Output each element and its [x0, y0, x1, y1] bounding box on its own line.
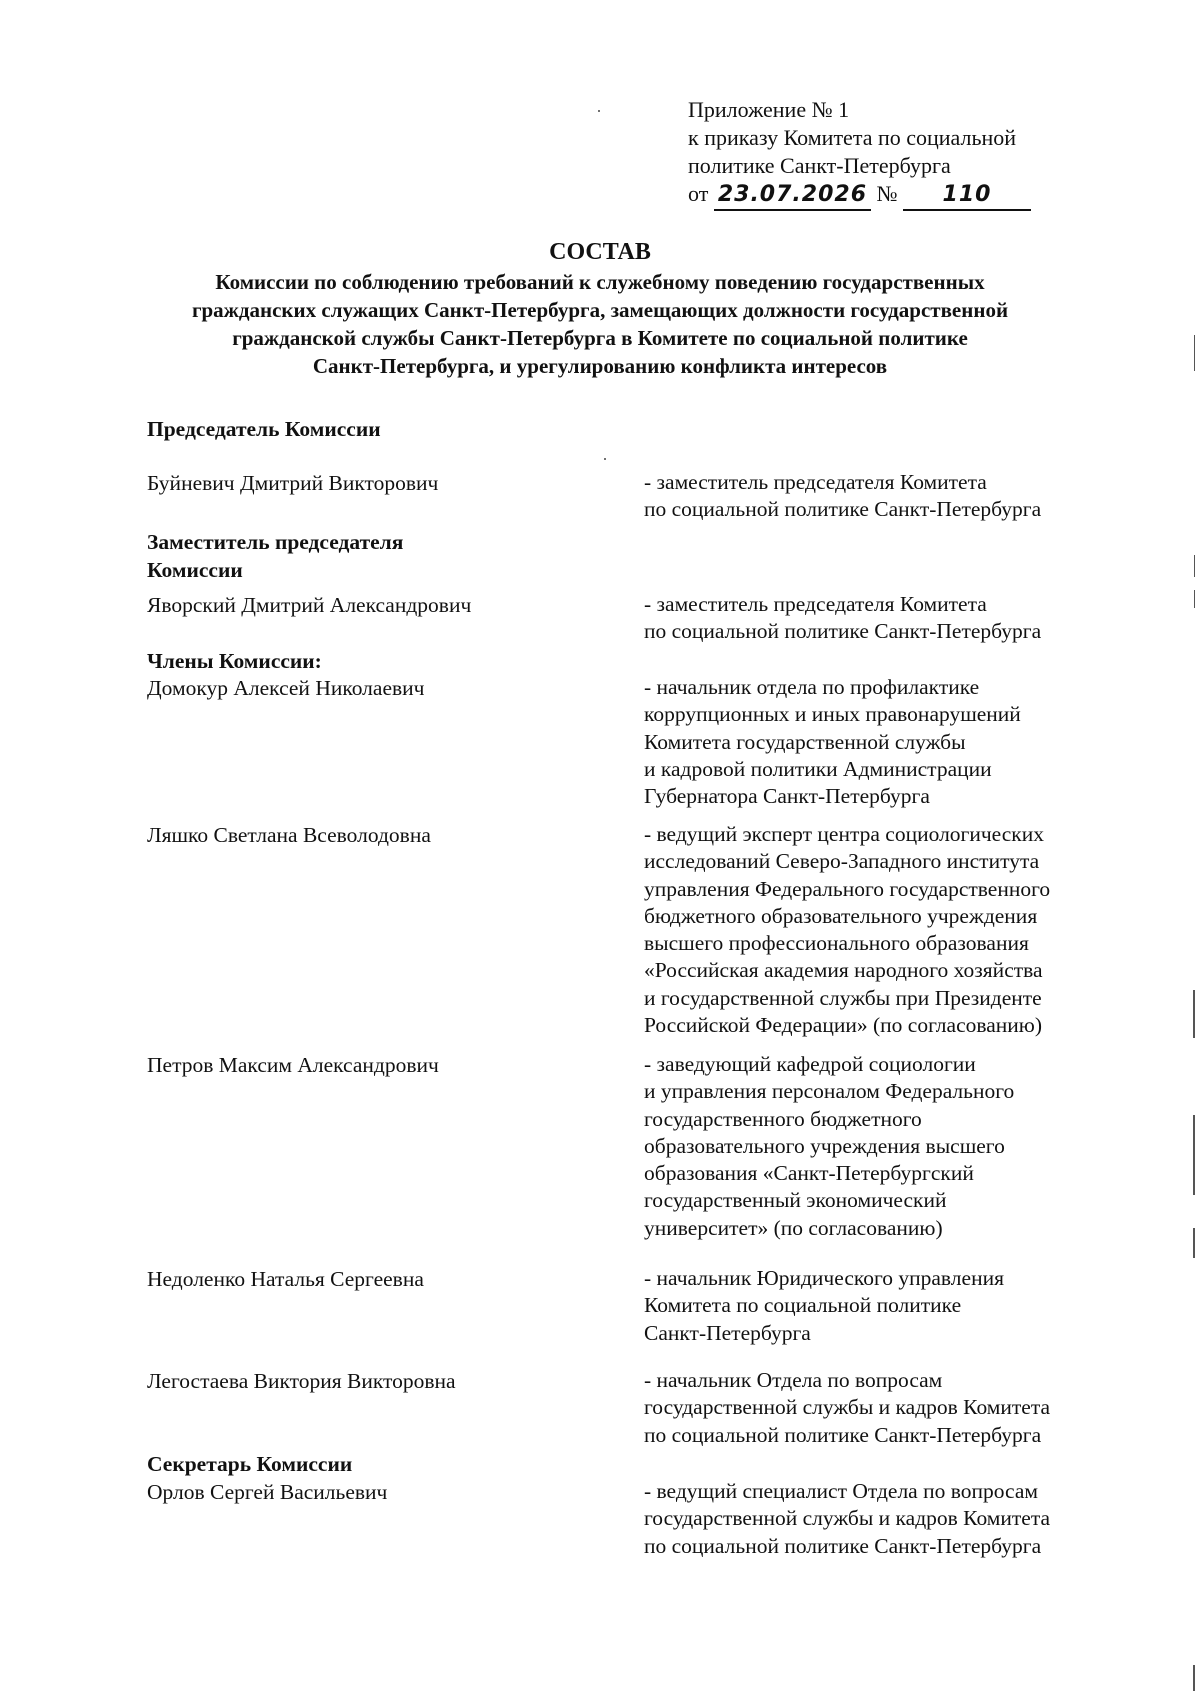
- role-line: Российской Федерации» (по согласованию): [644, 1013, 1043, 1038]
- member-role: [644, 1367, 1114, 1449]
- scan-artifact: [1194, 590, 1195, 608]
- document-subtitle-line-4: Санкт-Петербурга, и урегулированию конфликта интересов: [312, 354, 888, 378]
- appendix-block: [688, 96, 1031, 211]
- document-subtitle-line-3: гражданской службы Санкт-Петербурга в Комитете по социальной политике: [232, 326, 968, 350]
- scan-artifact: [1193, 1115, 1195, 1195]
- deputy-role: [644, 591, 1114, 646]
- role-line: исследований Северо-Западного института: [644, 849, 1040, 874]
- member-role: [644, 674, 1114, 810]
- role-line: Санкт-Петербурга: [644, 1320, 811, 1345]
- document-title: СОСТАВ: [549, 239, 651, 265]
- role-line: образования «Санкт-Петербургский: [644, 1161, 974, 1186]
- deputy-heading: [147, 528, 403, 584]
- role-line: - заведующий кафедрой социологии: [644, 1052, 976, 1076]
- appendix-date-line: [688, 180, 1031, 211]
- appendix-line-1: Приложение № 1: [688, 97, 850, 122]
- role-line: - ведущий эксперт центра социологических: [644, 822, 1045, 846]
- role-line: по социальной политике Санкт-Петербурга: [644, 497, 1042, 522]
- role-line: - начальник Отдела по вопросам: [644, 1368, 943, 1392]
- chairman-heading: Председатель Комиссии: [147, 417, 381, 441]
- member-name: Недоленко Наталья Сергеевна: [147, 1267, 424, 1291]
- role-line: и управления персоналом Федерального: [644, 1079, 1015, 1104]
- appendix-line-2: к приказу Комитета по социальной: [688, 125, 1017, 150]
- members-heading: Члены Комиссии:: [147, 649, 322, 673]
- scan-artifact: [1194, 555, 1195, 577]
- role-line: и кадровой политики Администрации: [644, 756, 992, 781]
- deputy-heading-line-1: Заместитель председателя: [147, 530, 404, 554]
- document-heading: [120, 236, 1080, 380]
- role-line: государственного бюджетного: [644, 1106, 922, 1131]
- document-subtitle-line-2: гражданских служащих Санкт-Петербурга, замещающих должности государственной: [191, 298, 1009, 322]
- secretary-heading: Секретарь Комиссии: [147, 1452, 353, 1476]
- scan-artifact: [1194, 335, 1195, 371]
- member-name: Ляшко Светлана Всеволодовна: [147, 823, 431, 847]
- member-role: [644, 1051, 1114, 1242]
- role-line: государственной службы и кадров Комитета: [644, 1395, 1051, 1420]
- appendix-line-3: политике Санкт-Петербурга: [688, 153, 951, 178]
- role-line: - ведущий специалист Отдела по вопросам: [644, 1479, 1038, 1503]
- role-line: бюджетного образовательного учреждения: [644, 903, 1038, 928]
- role-line: - начальник Юридического управления: [644, 1266, 1004, 1290]
- chairman-name: Буйневич Дмитрий Викторович: [147, 471, 439, 495]
- role-line: по социальной политике Санкт-Петербурга: [644, 1533, 1042, 1558]
- role-line: - начальник отдела по профилактике: [644, 675, 980, 699]
- role-line: Губернатора Санкт-Петербурга: [644, 784, 930, 809]
- role-line: государственной службы и кадров Комитета: [644, 1506, 1051, 1531]
- role-line: образовательного учреждения высшего: [644, 1133, 1005, 1158]
- role-line: по социальной политике Санкт-Петербурга: [644, 619, 1042, 644]
- role-line: - заместитель председателя Комитета: [644, 470, 987, 494]
- member-name: Петров Максим Александрович: [147, 1053, 439, 1077]
- role-line: Комитета по социальной политике: [644, 1293, 962, 1318]
- role-line: университет» (по согласованию): [644, 1215, 943, 1240]
- member-name: Домокур Алексей Николаевич: [147, 676, 425, 700]
- from-label: от: [688, 181, 709, 206]
- scan-artifact: [604, 458, 606, 460]
- role-line: «Российская академия народного хозяйства: [644, 958, 1043, 983]
- member-role: [644, 1265, 1114, 1347]
- scan-artifact: [1193, 1228, 1195, 1258]
- role-line: Комитета государственной службы: [644, 729, 966, 754]
- member-name: Легостаева Виктория Викторовна: [147, 1369, 456, 1393]
- scan-artifact: [1193, 1665, 1195, 1691]
- role-line: коррупционных и иных правонарушений: [644, 702, 1021, 727]
- role-line: управления Федерального государственного: [644, 876, 1051, 901]
- deputy-name: Яворский Дмитрий Александрович: [147, 593, 472, 617]
- role-line: высшего профессионального образования: [644, 931, 1029, 956]
- role-line: по социальной политике Санкт-Петербурга: [644, 1422, 1042, 1447]
- scan-artifact: [598, 110, 600, 112]
- number-label: №: [876, 181, 898, 206]
- member-role: [644, 821, 1114, 1039]
- role-line: - заместитель председателя Комитета: [644, 592, 987, 616]
- role-line: государственный экономический: [644, 1188, 947, 1213]
- chairman-role: [644, 469, 1114, 524]
- secretary-name: Орлов Сергей Васильевич: [147, 1480, 388, 1504]
- secretary-role: [644, 1478, 1114, 1560]
- scan-artifact: [1193, 990, 1195, 1038]
- order-date: 23.07.2026: [714, 181, 871, 211]
- role-line: и государственной службы при Президенте: [644, 985, 1042, 1010]
- deputy-heading-line-2: Комиссии: [147, 558, 243, 582]
- document-subtitle-line-1: Комиссии по соблюдению требований к служебному поведению государственных: [215, 270, 985, 294]
- order-number: 110: [903, 181, 1031, 211]
